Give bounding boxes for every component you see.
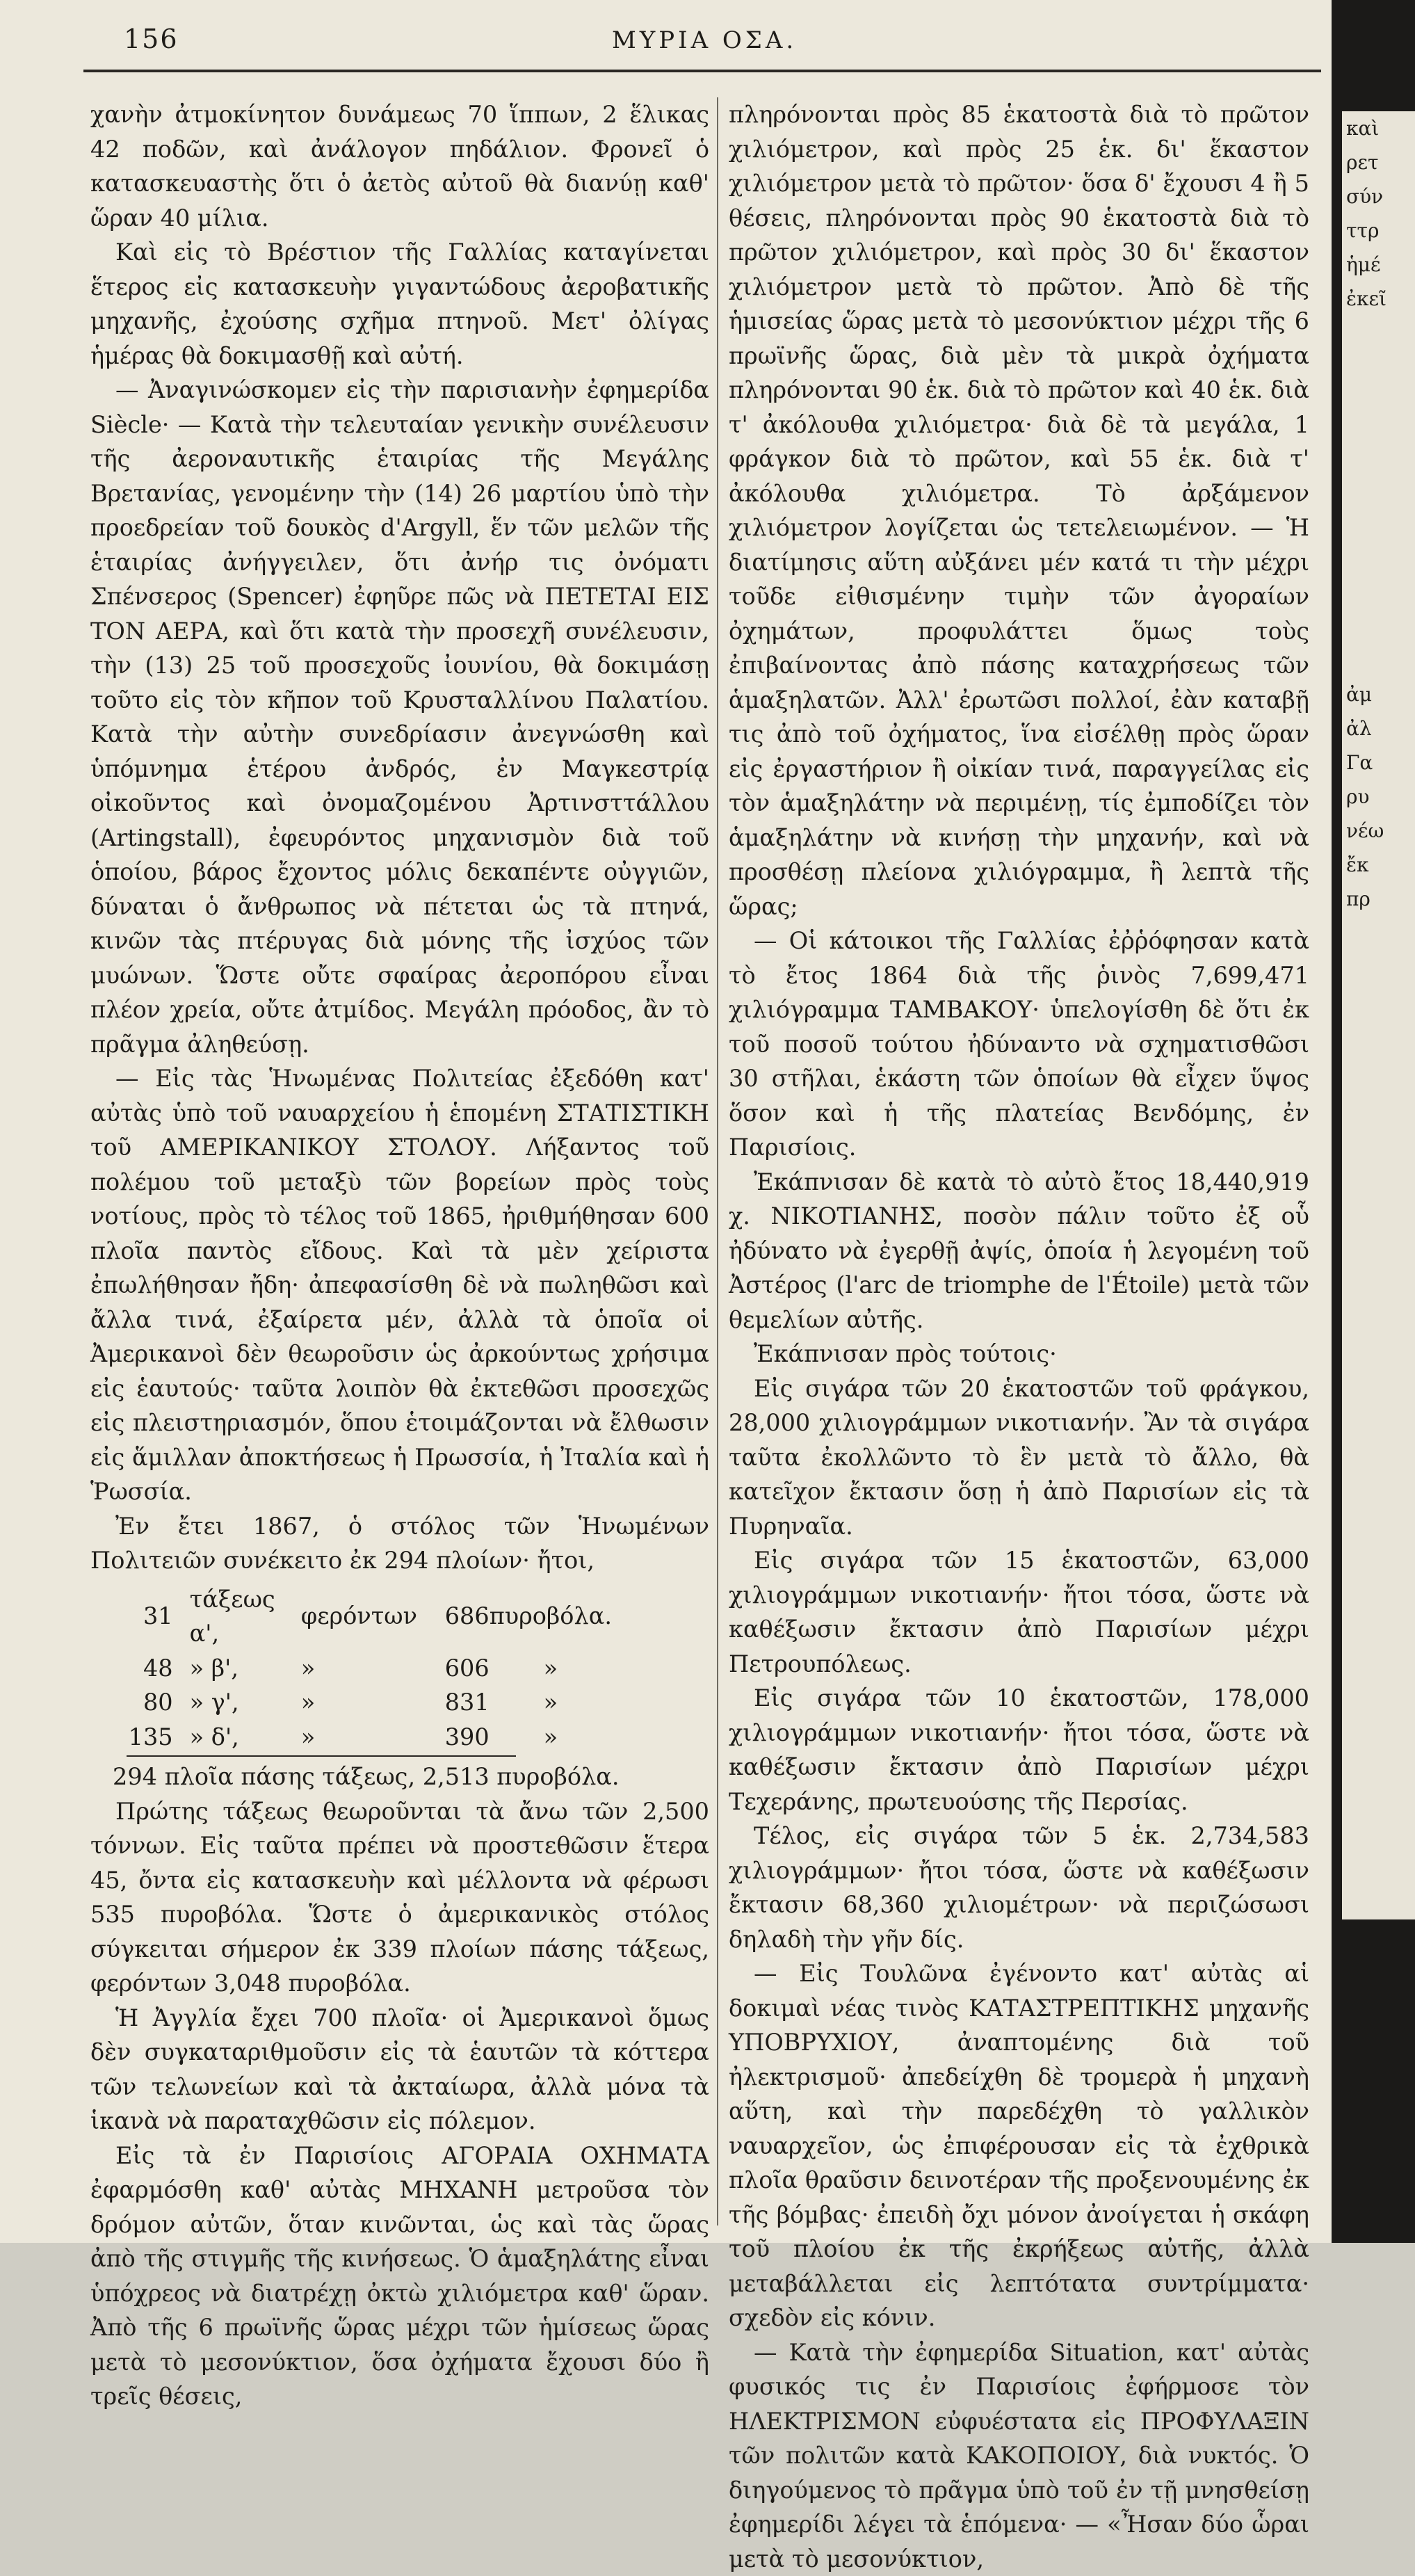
facing-page-gap	[1342, 316, 1415, 677]
paragraph: Εἰς σιγάρα τῶν 15 ἑκατοστῶν, 63,000 χιλιογράμμων νικοτιανήν· ἤτοι τόσα, ὥστε νὰ καθέξωσιν ἔκτασιν ἀπὸ Παρισίων μέχρι Πετρουπόλεως.	[729, 1543, 1309, 1681]
facing-page-fragment: ἔκ	[1342, 848, 1415, 882]
fleet-unit: »	[490, 1651, 612, 1686]
fleet-total-text: 294 πλοῖα πάσης τάξεως, 2,513 πυροβόλα.	[113, 1763, 620, 1790]
fleet-guns: 606	[417, 1651, 490, 1686]
fleet-guns: 686	[417, 1582, 490, 1651]
fleet-total	[113, 1755, 709, 1794]
paragraph: χανὴν ἀτμοκίνητον δυνάμεως 70 ἵππων, 2 ἕλικας 42 ποδῶν, καὶ ἀνάλογον πηδάλιον. Φρονεῖ ὁ κατασκευαστὴς ὅτι ὁ ἀετὸς αὐτοῦ θὰ διανύῃ καθ' ὥραν 40 μίλια.	[90, 97, 709, 235]
column-divider	[717, 97, 718, 2225]
facing-page-edge	[1342, 111, 1415, 1919]
paragraph: Εἰς τὰ ἐν Παρισίοις ΑΓΟΡΑΙΑ ΟΧΗΜΑΤΑ ἐφαρμόσθη καθ' αὐτὰς ΜΗΧΑΝΗ μετροῦσα τὸν δρόμον αὐτῶν, ὅταν κινῶνται, ὡς καὶ τὰς ὥρας ἀπὸ τῆς στιγμῆς τῆς κινήσεως. Ὁ ἁμαξηλάτης εἶναι ὑπόχρεος νὰ διατρέχῃ ὀκτὼ χιλιόμετρα καθ' ὥραν. Ἀπὸ τῆς 6 πρωϊνῆς ὥρας μέχρι τῶν ἡμίσεως ὥρας μετὰ τὸ μεσονύκτιον, ὅσα ὀχήματα ἔχουσι δύο ἢ τρεῖς θέσεις,	[90, 2139, 709, 2414]
facing-page-fragment: ρετ	[1342, 145, 1415, 179]
paragraph: Εἰς σιγάρα τῶν 20 ἑκατοστῶν τοῦ φράγκου, 28,000 χιλιογράμμων νικοτιανήν. Ἂν τὰ σιγάρα ταῦτα ἐκολλῶντο τὸ ἓν μετὰ τὸ ἄλλο, θὰ κατεῖχον ἔκτασιν ὅσῃ ἡ ἀπὸ Παρισίων εἰς τὰ Πυρηναῖα.	[729, 1371, 1309, 1544]
fleet-ships: 48	[125, 1651, 173, 1686]
fleet-ships: 31	[125, 1582, 173, 1651]
paragraph: — Εἰς Τουλῶνα ἐγένοντο κατ' αὐτὰς αἱ δοκιμαὶ νέας τινὸς ΚΑΤΑΣΤΡΕΠΤΙΚΗΣ μηχανῆς ΥΠΟΒΡΥΧΙΟΥ, ἀναπτομένης διὰ τοῦ ἠλεκτρισμοῦ· ἀπεδείχθη δὲ τρομερὰ ἡ μηχανὴ αὕτη, καὶ τὴν παρεδέχθη τὸ γαλλικὸν ναυαρχεῖον, ὡς ἐπιφέρουσαν εἰς τὰ ἐχθρικὰ πλοῖα θραῦσιν δεινοτέραν τῆς προξενουμένης ἐκ τῆς βόμβας· ἐπειδὴ ὄχι μόνον ἀνοίγεται ἡ σκάφη τοῦ πλοίου ἐκ τῆς ἐκρήξεως αὐτῆς, ἀλλὰ μεταβάλλεται εἰς λεπτότατα συντρίμματα· σχεδὸν εἰς κόνιν.	[729, 1956, 1309, 2335]
page-number: 156	[124, 24, 179, 54]
facing-page-fragment: ἡμέ	[1342, 248, 1415, 282]
facing-page-fragment: νέω	[1342, 814, 1415, 848]
fleet-ships: 135	[125, 1720, 173, 1755]
paragraph: — Ἀναγινώσκομεν εἰς τὴν παρισιανὴν ἐφημερίδα Siècle· — Κατὰ τὴν τελευταίαν γενικὴν συνέλευσιν τῆς ἀεροναυτικῆς ἑταιρίας τῆς Μεγάλης Βρετανίας, γενομένην τὴν (14) 26 μαρτίου ὑπὸ τὴν προεδρείαν τοῦ δουκὸς d'Argyll, ἕν τῶν μελῶν τῆς ἑταιρίας ἀνήγγειλεν, ὅτι ἀνήρ τις ὀνόματι Σπένσερος (Spencer) ἐφηῦρε πῶς νὰ ΠΕΤΕΤΑΙ ΕΙΣ ΤΟΝ ΑΕΡΑ, καὶ ὅτι κατὰ τὴν προσεχῆ συνέλευσιν, τὴν (13) 25 τοῦ προσεχοῦς ἰουνίου, θὰ δοκιμάσῃ τοῦτο εἰς τὸν κῆπον τοῦ Κρυσταλλίνου Παλατίου. Κατὰ τὴν αὐτὴν συνεδρίασιν ἀνεγνώσθη καὶ ὑπόμνημα ἑτέρου ἀνδρός, ἐν Μαγκεστρίᾳ οἰκοῦντος καὶ ὀνομαζομένου Ἀρτινσττάλλου (Artingstall), ἐφευρόντος μηχανισμὸν διὰ τοῦ ὁποίου, βάρος ἔχοντος μόλις δεκαπέντε οὐγγιῶν, δύναται ὁ ἄνθρωπος νὰ πέτεται ὡς τὰ πτηνά, κινῶν τὰς πτέρυγας διὰ μόνης τῆς ἰσχύος τῶν μυώνων. Ὥστε οὔτε σφαίρας ἀεροπόρου εἶναι πλέον χρεία, οὔτε ἀτμίδος. Μεγάλη πρόοδος, ἂν τὸ πρᾶγμα ἀληθεύσῃ.	[90, 373, 709, 1061]
fleet-guns: 831	[417, 1685, 490, 1720]
paragraph: Ἐκάπνισαν πρὸς τούτοις·	[729, 1337, 1309, 1371]
paragraph: Εἰς σιγάρα τῶν 10 ἑκατοστῶν, 178,000 χιλιογράμμων νικοτιανήν· ἤτοι τόσα, ὥστε νὰ καθέξωσιν ἔκτασιν ἀπὸ Παρισίων μέχρι Τεχεράνης, πρωτευούσης τῆς Περσίας.	[729, 1681, 1309, 1819]
running-title: ΜΥΡΙΑ ΟΣΑ.	[612, 26, 797, 54]
fleet-label: »	[301, 1720, 417, 1755]
paragraph: — Οἱ κάτοικοι τῆς Γαλλίας ἐῤῥόφησαν κατὰ τὸ ἔτος 1864 διὰ τῆς ῥινὸς 7,699,471 χιλιόγραμμα ΤΑΜΒΑΚΟΥ· ὑπελογίσθη δὲ ὅτι ἐκ τοῦ ποσοῦ τούτου ἠδύναντο νὰ σχηματισθῶσι 30 στῆλαι, ἑκάστη τῶν ὁποίων θὰ εἶχεν ὕψος ὅσον καὶ ἡ τῆς πλατείας Βενδόμης, ἐν Παρισίοις.	[729, 924, 1309, 1165]
facing-page-fragment: καὶ	[1342, 111, 1415, 145]
paragraph: — Κατὰ τὴν ἐφημερίδα Situation, κατ' αὐτὰς φυσικός τις ἐν Παρισίοις ἐφήρμοσε τὸν ΗΛΕΚΤΡΙΣΜΟΝ εὐφυέστατα εἰς ΠΡΟΦΥΛΑΞΙΝ τῶν πολιτῶν κατὰ ΚΑΚΟΠΟΙΟΥ, διὰ νυκτός. Ὁ διηγούμενος τὸ πρᾶγμα ὑπὸ τοῦ ἐν τῇ μνησθείσῃ ἐφημερίδι λέγει τὰ ἑπόμενα· — «Ἦσαν δύο ὧραι μετὰ τὸ μεσονύκτιον,	[729, 2335, 1309, 2576]
fleet-class: » γ',	[173, 1685, 301, 1720]
facing-page-fragment: ἀμ	[1342, 677, 1415, 711]
fleet-label: φερόντων	[301, 1582, 417, 1651]
left-column	[90, 97, 709, 2232]
fleet-guns: 390	[417, 1720, 490, 1755]
fleet-row	[125, 1651, 612, 1686]
paragraph: Πρώτης τάξεως θεωροῦνται τὰ ἄνω τῶν 2,500 τόννων. Εἰς ταῦτα πρέπει νὰ προστεθῶσιν ἕτερα 45, ὄντα εἰς κατασκευὴν καὶ μέλλοντα νὰ φέρωσι 535 πυροβόλα. Ὥστε ὁ ἀμερικανικὸς στόλος σύγκειται σήμερον ἐκ 339 πλοίων πάσης τάξεως, φερόντων 3,048 πυροβόλα.	[90, 1794, 709, 2001]
facing-page-fragment: ἀλ	[1342, 711, 1415, 746]
fleet-class: τάξεως α',	[173, 1582, 301, 1651]
fleet-row	[125, 1720, 612, 1755]
fleet-total-rule	[127, 1755, 516, 1757]
paragraph: — Εἰς τὰς Ἡνωμένας Πολιτείας ἐξεδόθη κατ' αὐτὰς ὑπὸ τοῦ ναυαρχείου ἡ ἑπομένη ΣΤΑΤΙΣΤΙΚΗ τοῦ ΑΜΕΡΙΚΑΝΙΚΟΥ ΣΤΟΛΟΥ. Λήξαντος τοῦ πολέμου τοῦ μεταξὺ τῶν βορείων πρὸς τοὺς νοτίους, πρὸς τὸ τέλος τοῦ 1865, ἠριθμήθησαν 600 πλοῖα παντὸς εἴδους. Καὶ τὰ μὲν χείριστα ἐπωλήθησαν ἤδη· ἀπεφασίσθη δὲ νὰ πωληθῶσι καὶ ἄλλα τινά, ἐξαίρετα μέν, ἀλλὰ τὰ ὁποῖα οἱ Ἀμερικανοὶ δὲν θεωροῦσιν ὡς ἀρκούντως χρήσιμα εἰς ἑαυτούς· ταῦτα λοιπὸν θὰ ἐκτεθῶσι προσεχῶς εἰς πλειστηριασμόν, ὅπου ἑτοιμάζονται νὰ ἔλθωσιν εἰς ἅμιλλαν ἀποκτήσεως ἡ Πρωσσία, ἡ Ἰταλία καὶ ἡ Ῥωσσία.	[90, 1061, 709, 1509]
fleet-class: » β',	[173, 1651, 301, 1686]
paragraph: Ἐν ἔτει 1867, ὁ στόλος τῶν Ἡνωμένων Πολιτειῶν συνέκειτο ἐκ 294 πλοίων· ἤτοι,	[90, 1509, 709, 1578]
page-header	[0, 0, 1332, 90]
fleet-unit: »	[490, 1720, 612, 1755]
facing-page-fragment: ττρ	[1342, 214, 1415, 248]
paragraph: Καὶ εἰς τὸ Βρέστιον τῆς Γαλλίας καταγίνεται ἕτερος εἰς κατασκευὴν γιγαντώδους ἀεροβατικῆς μηχανῆς, ἐχούσης σχῆμα πτηνοῦ. Μετ' ὀλίγας ἡμέρας θὰ δοκιμασθῇ καὶ αὐτή.	[90, 235, 709, 373]
facing-page-fragment: πρ	[1342, 882, 1415, 916]
fleet-unit: »	[490, 1685, 612, 1720]
fleet-ships: 80	[125, 1685, 173, 1720]
fleet-table	[125, 1582, 612, 1755]
fleet-row	[125, 1685, 612, 1720]
facing-page-fragment: ρυ	[1342, 780, 1415, 814]
fleet-unit: πυροβόλα.	[490, 1582, 612, 1651]
paragraph: Ἡ Ἀγγλία ἔχει 700 πλοῖα· οἱ Ἀμερικανοὶ ὅμως δὲν συγκαταριθμοῦσιν εἰς τὰ ἑαυτῶν τὰ κόττερα τῶν τελωνείων καὶ τὰ ἀκταίωρα, ἀλλὰ μόνα τὰ ἱκανὰ νὰ παραταχθῶσιν εἰς πόλεμον.	[90, 2001, 709, 2139]
fleet-label: »	[301, 1651, 417, 1686]
facing-page-fragment: σύν	[1342, 179, 1415, 214]
facing-page-fragment: Γα	[1342, 746, 1415, 780]
right-column	[729, 97, 1309, 2232]
fleet-label: »	[301, 1685, 417, 1720]
facing-page-fragment: ἐκεῖ	[1342, 282, 1415, 316]
header-rule	[83, 70, 1321, 72]
paragraph: Ἐκάπνισαν δὲ κατὰ τὸ αὐτὸ ἔτος 18,440,919 χ. ΝΙΚΟΤΙΑΝΗΣ, ποσὸν πάλιν τοῦτο ἐξ οὗ ἠδύνατο νὰ ἐγερθῇ ἀψίς, ὁποία ἡ λεγομένη τοῦ Ἀστέρος (l'arc de triomphe de l'Étoile) μετὰ τῶν θεμελίων αὐτῆς.	[729, 1165, 1309, 1337]
fleet-class: » δ',	[173, 1720, 301, 1755]
paragraph: Τέλος, εἰς σιγάρα τῶν 5 ἑκ. 2,734,583 χιλιογράμμων· ἤτοι τόσα, ὥστε νὰ καθέξωσιν ἔκτασιν 68,360 χιλιομέτρων· νὰ περιζώσωσι δηλαδὴ τὴν γῆν δίς.	[729, 1819, 1309, 1956]
paragraph: πληρόνονται πρὸς 85 ἑκατοστὰ διὰ τὸ πρῶτον χιλιόμετρον, καὶ πρὸς 25 ἑκ. δι' ἕκαστον χιλιόμετρον μετὰ τὸ πρῶτον· ὅσα δ' ἔχουσι 4 ἢ 5 θέσεις, πληρόνονται πρὸς 90 ἑκατοστὰ διὰ τὸ πρῶτον χιλιόμετρον, καὶ πρὸς 30 δι' ἕκαστον χιλιόμετρον μετὰ τὸ πρῶτον. Ἀπὸ δὲ τῆς ἡμισείας ὥρας μετὰ τὸ μεσονύκτιον μέχρι τῆς 6 πρωϊνῆς ὥρας, διὰ μὲν τὰ μικρὰ ὀχήματα πληρόνονται 90 ἑκ. διὰ τὸ πρῶτον καὶ 40 ἑκ. διὰ τ' ἀκόλουθα χιλιόμετρα· διὰ δὲ τὰ μεγάλα, 1 φράγκον διὰ τὸ πρῶτον, καὶ 55 ἑκ. διὰ τ' ἀκόλουθα χιλιόμετρα. Τὸ ἀρξάμενον χιλιόμετρον λογίζεται ὡς τετελειωμένον. — Ἡ διατίμησις αὕτη αὐξάνει μέν κατά τι τὴν μέχρι τοῦδε εἰθισμένην τιμὴν τῶν ἀγοραίων ὀχημάτων, προφυλάττει ὅμως τοὺς ἐπιβαίνοντας ἀπὸ πάσης καταχρήσεως τῶν ἁμαξηλατῶν. Ἀλλ' ἐρωτῶσι πολλοί, ἐὰν καταβῇ τις ἀπὸ τοῦ ὀχήματος, ἵνα εἰσέλθῃ πρὸς ὥραν εἰς ἐργαστήριον ἢ οἰκίαν τινά, παραγγείλας εἰς τὸν ἁμαξηλάτην νὰ περιμένῃ, τίς ἐμποδίζει τὸν ἁμαξηλάτην νὰ κινήσῃ τὴν μηχανήν, καὶ νὰ προσθέσῃ πλείονα χιλιόγραμμα, ἢ λεπτὰ τῆς ὥρας;	[729, 97, 1309, 924]
fleet-row	[125, 1582, 612, 1651]
